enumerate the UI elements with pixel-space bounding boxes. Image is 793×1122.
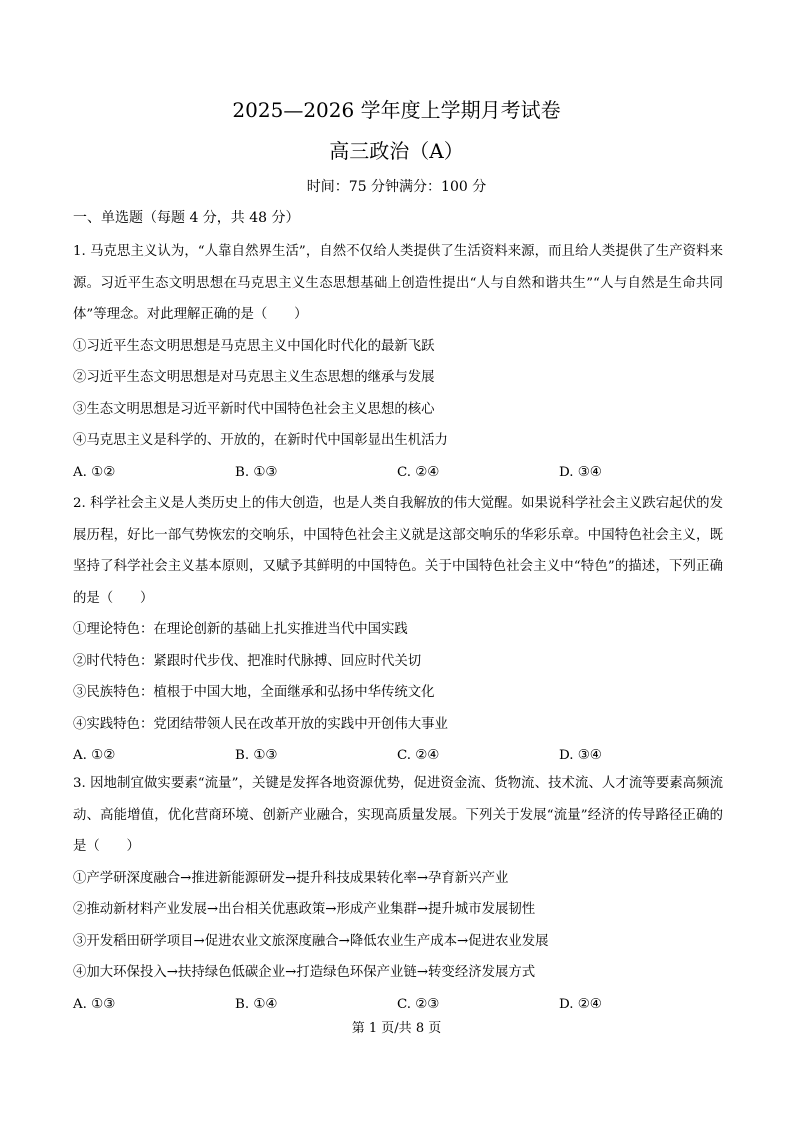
question-option: ①理论特色：在理论创新的基础上扎实推进当代中国实践 (73, 622, 408, 637)
choice-c: C. ②④ (397, 748, 440, 763)
question-option: ③开发稻田研学项目→促进农业文旅深度融合→降低农业生产成本→促进农业发展 (73, 933, 549, 949)
question-option: ①习近平生态文明思想是马克思主义中国化时代化的最新飞跃 (73, 338, 435, 354)
question-option: ①产学研深度融合→推进新能源研发→提升科技成果转化率→孕育新兴产业 (73, 870, 509, 886)
answer-choices (73, 740, 723, 772)
page-footer: 第 1 页/共 8 页 (351, 1021, 442, 1036)
exam-title: 2025—2026 学年度上学期月考试卷 (232, 98, 561, 122)
question-option: ③民族特色：植根于中国大地，全面继承和弘扬中华传统文化 (73, 685, 435, 700)
choice-c: C. ②③ (397, 996, 440, 1012)
question-stem: 1. 马克思主义认为，“人靠自然界生活”，自然不仅给人类提供了生活资料来源，而且给人类提供了生产资料来源。习近平生态文明思想在马克思主义生态思想基础上创造性提出“人与自然和谐共生”“人与自然是生命共同体”等理念。对此理解正确的是（ ） (73, 244, 723, 322)
choice-a: A. ①② (73, 748, 116, 763)
question-option: ②习近平生态文明思想是对马克思主义生态思想的继承与发展 (73, 370, 435, 385)
section-heading: 一、单选题（每题 4 分，共 48 分） (73, 210, 300, 226)
question-option: ④实践特色：党团结带领人民在改革开放的实践中开创伟大事业 (73, 716, 448, 732)
question-stem: 2. 科学社会主义是人类历史上的伟大创造，也是人类自我解放的伟大觉醒。如果说科学社会主义跌宕起伏的发展历程，好比一部气势恢宏的交响乐，中国特色社会主义就是这部交响乐的华彩乐章。中国特色社会主义，既坚持了科学社会主义基本原则，又赋予其鲜明的中国特色。关于中国特色社会主义中“特色”的描述，下列正确的是（ ） (73, 496, 723, 606)
subject-title: 高三政治（A） (329, 139, 464, 163)
question-option: ④马克思主义是科学的、开放的，在新时代中国彰显出生机活力 (73, 433, 448, 448)
question-stem: 3. 因地制宜做实要素“流量”，关键是发挥各地资源优势，促进资金流、货物流、技术流、人才流等要素高频流动、高能增值，优化营商环境、创新产业融合，实现高质量发展。下列关于发展“流量”经济的传导路径正确的是（ ） (73, 776, 723, 854)
question-option: ④加大环保投入→扶持绿色低碳企业→打造绿色环保产业链→转变经济发展方式 (73, 965, 536, 980)
question-option: ②时代特色：紧跟时代步伐、把准时代脉搏、回应时代关切 (73, 653, 422, 669)
choice-b: B. ①③ (235, 464, 278, 480)
question-option: ②推动新材料产业发展→出台相关优惠政策→形成产业集群→提升城市发展韧性 (73, 902, 536, 917)
question-option: ③生态文明思想是习近平新时代中国特色社会主义思想的核心 (73, 401, 435, 417)
question-1 (73, 236, 723, 488)
choice-b: B. ①④ (235, 996, 278, 1012)
choice-a: A. ①③ (73, 996, 116, 1012)
exam-meta: 时间：75 分钟满分：100 分 (306, 179, 487, 195)
question-3 (73, 768, 723, 1020)
choice-d: D. ③④ (559, 748, 602, 763)
answer-choices (73, 989, 723, 1021)
choice-a: A. ①② (73, 464, 116, 480)
choice-b: B. ①③ (235, 748, 278, 763)
choice-d: D. ②④ (559, 996, 602, 1012)
choice-d: D. ③④ (559, 464, 602, 480)
choice-c: C. ②④ (397, 464, 440, 480)
answer-choices (73, 457, 723, 489)
question-2 (73, 488, 723, 772)
